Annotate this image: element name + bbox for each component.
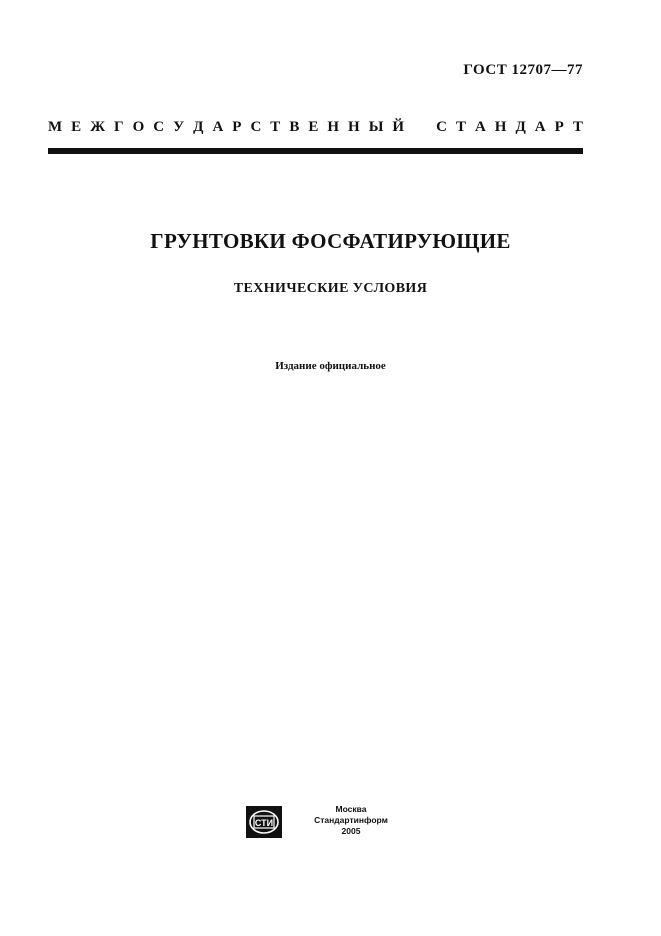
standartinform-logo-icon [246, 806, 282, 838]
interstate-label-letter: У [173, 119, 185, 135]
interstate-label-letter: Е [71, 119, 82, 135]
interstate-label-letter: Т [572, 119, 583, 135]
interstate-label-letter: О [132, 119, 145, 135]
interstate-label-letter: М [48, 119, 63, 135]
interstate-label-letter: В [289, 119, 300, 135]
interstate-label-letter: Д [193, 119, 204, 135]
interstate-label-letter: Ж [90, 119, 106, 135]
interstate-label-letter: А [534, 119, 546, 135]
interstate-label-letter: Р [232, 119, 242, 135]
publisher-block [246, 804, 396, 844]
interstate-label-letter: С [250, 119, 262, 135]
interstate-label-letter: Н [327, 119, 340, 135]
document-title: ГРУНТОВКИ ФОСФАТИРУЮЩИЕ [150, 229, 511, 253]
publisher-year: 2005 [341, 826, 361, 836]
interstate-label-letter: Т [455, 119, 466, 135]
interstate-label-letter: А [212, 119, 224, 135]
interstate-label-letter: Й [392, 119, 405, 135]
interstate-label-letter: Т [270, 119, 281, 135]
gost-number: ГОСТ 12707—77 [463, 62, 583, 78]
interstate-label-letter: С [436, 119, 447, 135]
interstate-label-letter: Н [494, 119, 507, 135]
interstate-label-letter: Д [515, 119, 526, 135]
interstate-label-letter: А [474, 119, 486, 135]
interstate-label-letter: Ы [368, 119, 384, 135]
svg-text:СТИ: СТИ [254, 818, 274, 828]
interstate-label-letter: Н [348, 119, 360, 135]
interstate-label-gap [413, 119, 427, 136]
header-divider [48, 148, 583, 154]
interstate-standard-label [48, 119, 583, 136]
interstate-label-letter: Е [308, 119, 319, 135]
interstate-label-letter: Р [554, 119, 564, 135]
publisher-city: Москва [335, 804, 367, 814]
publisher-name: Стандартинформ [314, 815, 388, 825]
interstate-label-letter: Г [114, 119, 124, 135]
publisher-text [306, 804, 396, 837]
document-subtitle: ТЕХНИЧЕСКИЕ УСЛОВИЯ [233, 281, 428, 296]
interstate-label-letter: С [153, 119, 165, 135]
edition-note: Издание официальное [275, 360, 386, 372]
